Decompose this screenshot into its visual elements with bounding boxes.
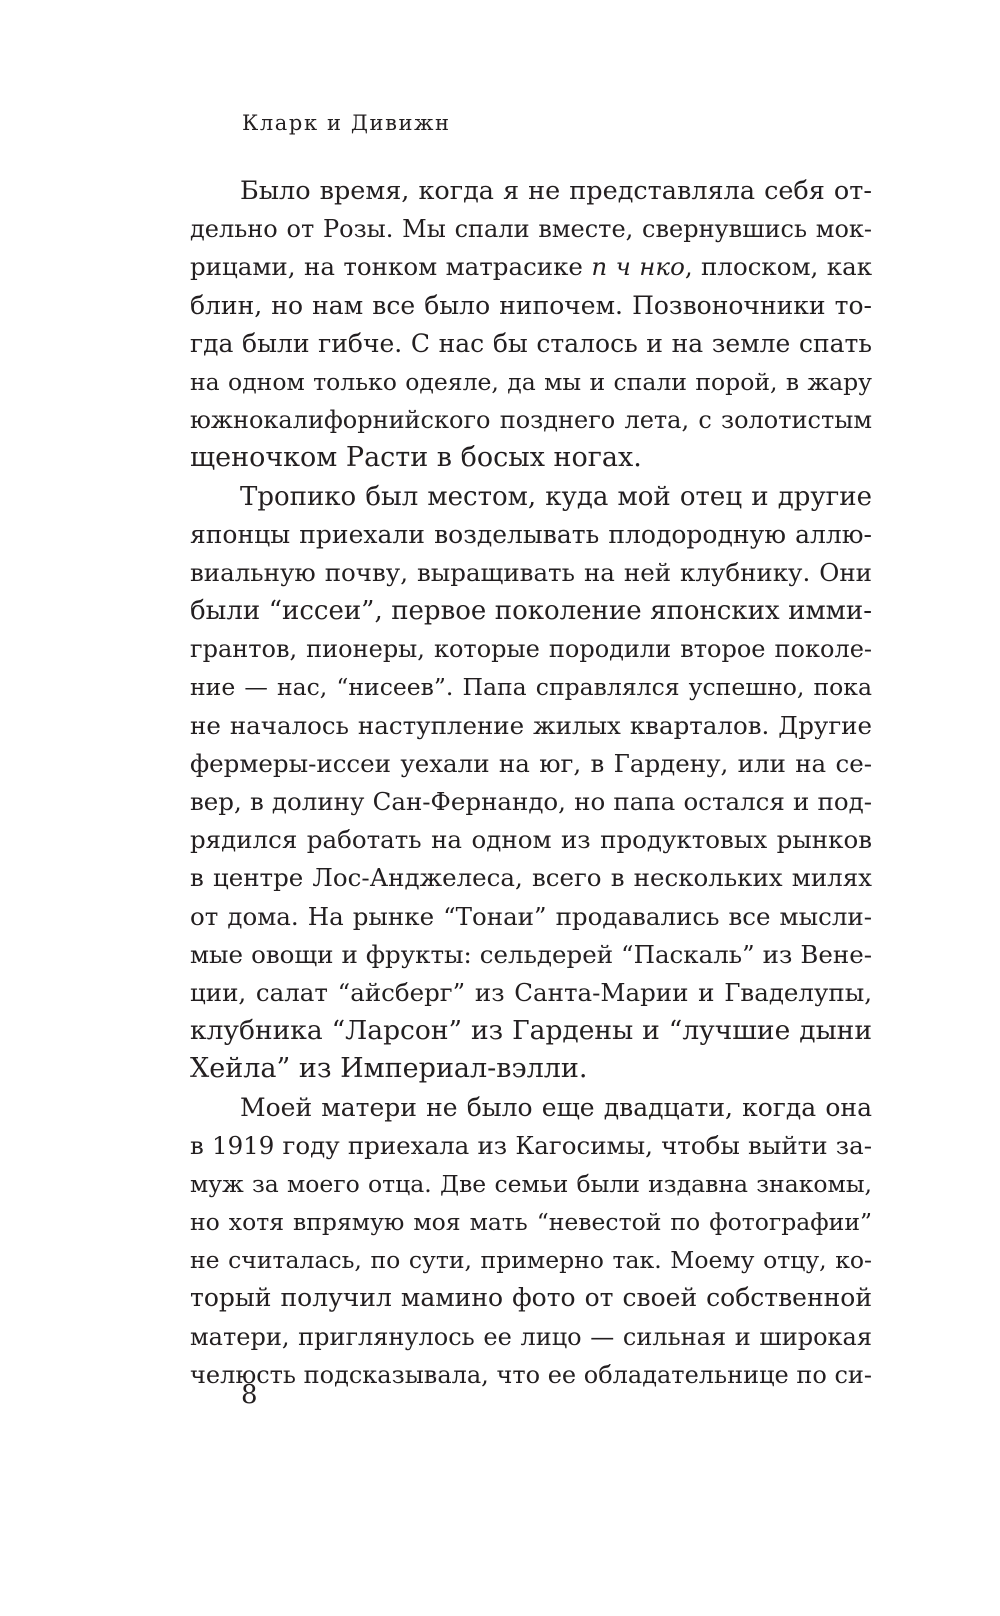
text-line: ции, салат “айсберг” из Санта-Марии и Гваделупы, xyxy=(190,977,872,1007)
text-segment: , плоском, как xyxy=(684,252,873,282)
text-line: не считалась, по сути, примерно так. Моему отцу, ко- xyxy=(190,1246,872,1275)
text-line: муж за моего отца. Две семьи были издавна знакомы, xyxy=(190,1169,872,1198)
text-line: японцы приехали возделывать плодородную аллю- xyxy=(190,519,872,549)
text-line: щеночком Расти в босых ногах. xyxy=(190,442,642,474)
text-line: от дома. На рынке “Тонаи” продавались все мысли- xyxy=(190,901,872,931)
text-line: Хейла” из Империал-вэлли. xyxy=(190,1053,588,1085)
text-line: виальную почву, выращивать на ней клубнику. Они xyxy=(190,557,872,587)
text-line: фермеры-иссеи уехали на юг, в Гардену, или на се- xyxy=(190,748,872,778)
text-line: блин, но нам все было нипочем. Позвоночники то- xyxy=(190,290,872,320)
text-line: дельно от Розы. Мы спали вместе, свернувшись мок- xyxy=(190,215,872,244)
text-line: торый получил мамино фото от своей собственной xyxy=(190,1283,872,1313)
text-line: клубника “Ларсон” из Гардены и “лучшие дыни xyxy=(190,1015,872,1047)
text-line: Моей матери не было еще двадцати, когда она xyxy=(240,1092,872,1122)
text-segment: рицами, на тонком матрасике xyxy=(190,252,592,282)
text-line: Было время, когда я не представляла себя от- xyxy=(240,176,872,206)
body-text xyxy=(190,172,872,1394)
text-line: рядился работать на одном из продуктовых рынков xyxy=(190,825,872,855)
text-line: матери, приглянулось ее лицо — сильная и широкая xyxy=(190,1322,872,1351)
text-line: челюсть подсказывала, что ее обладательнице по си- xyxy=(190,1360,872,1389)
text-line: в 1919 году приехала из Кагосимы, чтобы выйти за- xyxy=(190,1130,872,1160)
italic-word: п ч нко xyxy=(591,252,685,282)
text-line: не началось наступление жилых кварталов. Другие xyxy=(190,710,872,740)
text-line: в центре Лос-Анджелеса, всего в нескольких милях xyxy=(190,863,872,893)
text-line: на одном только одеяле, да мы и спали порой, в жару xyxy=(190,367,872,396)
text-line: южнокалифорнийского позднего лета, с золотистым xyxy=(190,406,872,435)
text-line: вер, в долину Сан-Фернандо, но папа остался и под- xyxy=(190,787,872,816)
text-line: грантов, пионеры, которые породили второе поколе- xyxy=(190,635,872,664)
text-line xyxy=(190,248,872,286)
text-line: были “иссеи”, первое поколение японских имми- xyxy=(190,596,872,627)
text-line: но хотя впрямую моя мать “невестой по фотографии” xyxy=(190,1208,872,1237)
text-line: мые овощи и фрукты: сельдерей “Паскаль” из Вене- xyxy=(190,939,872,969)
text-line: гда были гибче. С нас бы сталось и на земле спать xyxy=(190,328,872,358)
text-line: Тропико был местом, куда мой отец и другие xyxy=(240,481,872,512)
page-number: 8 xyxy=(241,1380,258,1410)
running-head: Кларк и Дивижн xyxy=(242,111,451,135)
text-line: ние — нас, “нисеев”. Папа справлялся успешно, пока xyxy=(190,673,872,702)
